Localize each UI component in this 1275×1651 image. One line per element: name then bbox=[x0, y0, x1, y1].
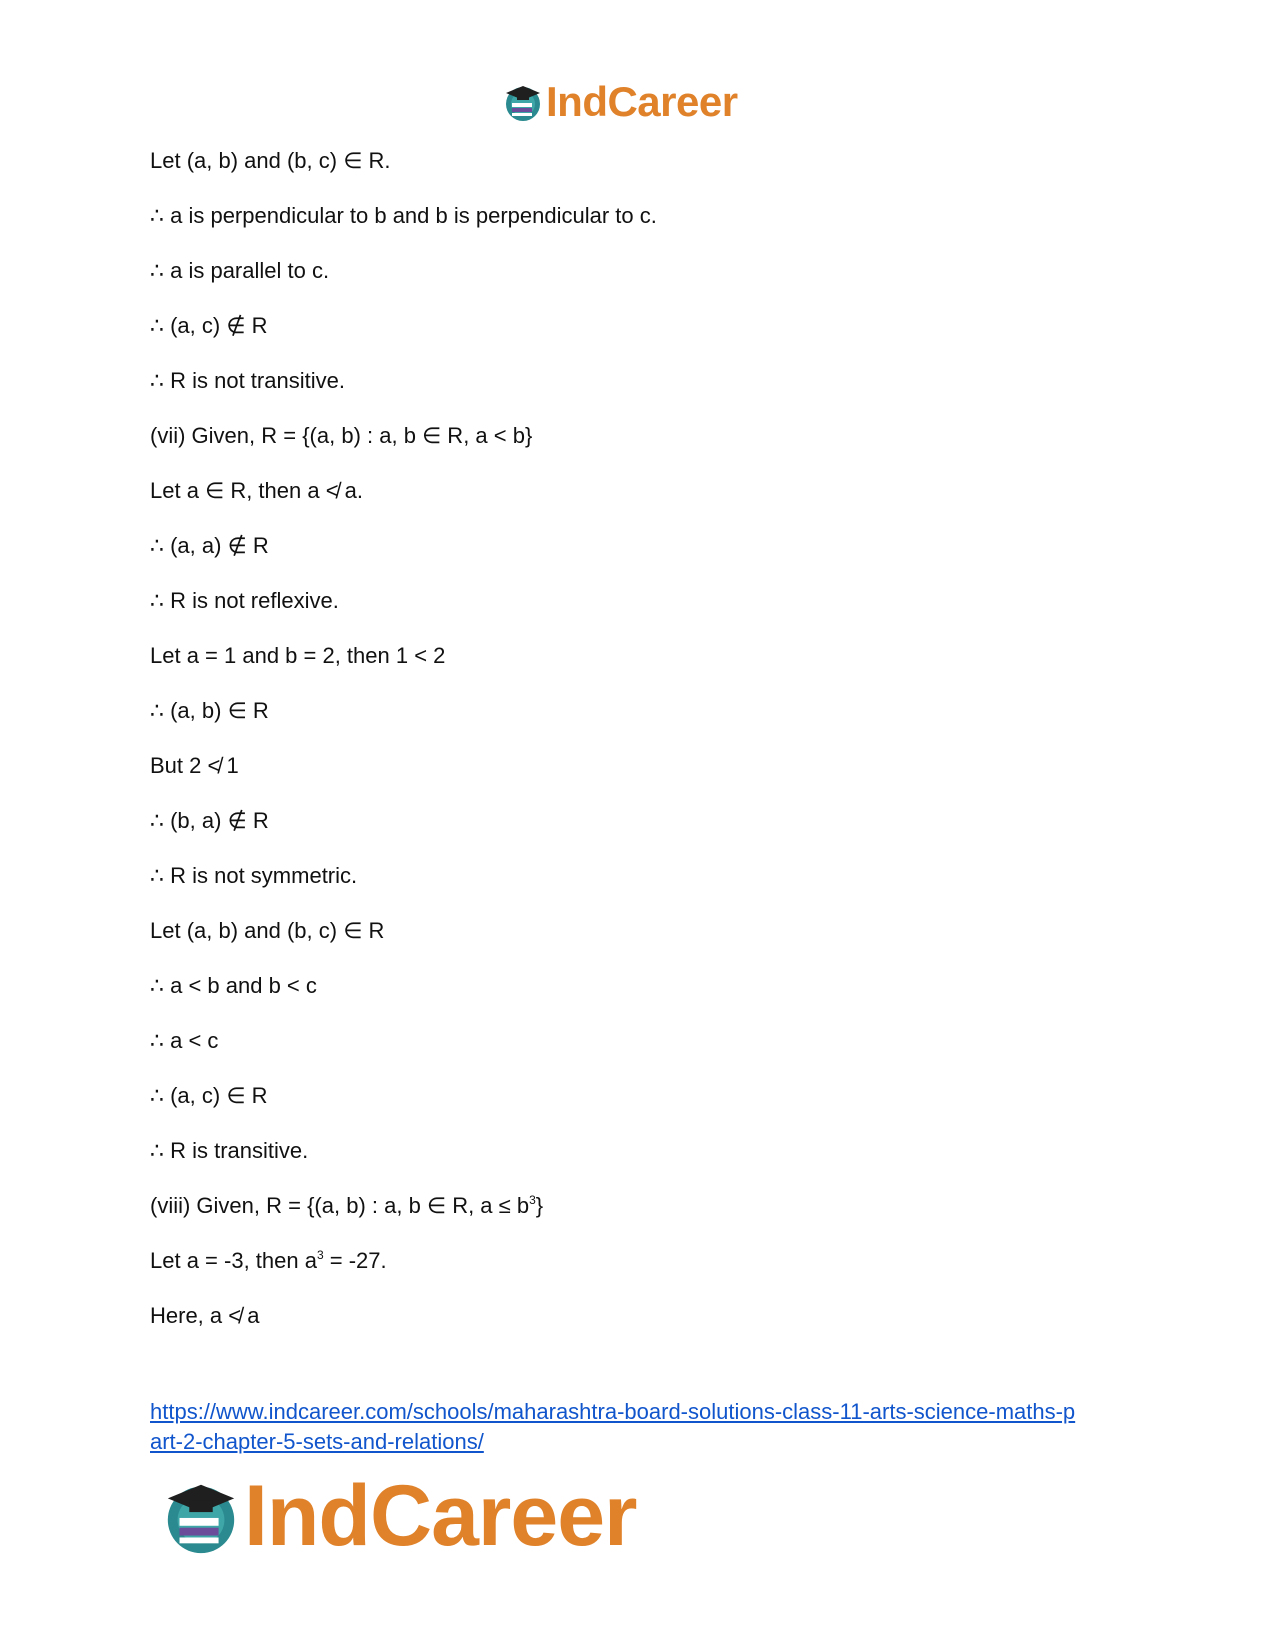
source-link[interactable] bbox=[150, 1397, 1150, 1457]
footer-logo bbox=[160, 1470, 637, 1562]
document-body bbox=[150, 145, 1150, 1355]
text-line: ∴ (a, a) ∉ R bbox=[150, 533, 269, 558]
text-line: ∴ R is not reflexive. bbox=[150, 588, 339, 613]
text-line: ∴ R is transitive. bbox=[150, 1138, 309, 1163]
text-line: Let a ∈ R, then a ≮ a. bbox=[150, 478, 364, 503]
text-part: } bbox=[535, 1193, 544, 1218]
superscript: 3 bbox=[316, 1248, 324, 1262]
source-link-line-1[interactable]: https://www.indcareer.com/schools/maharashtra-board-solutions-class-11-arts-science-maths-p bbox=[150, 1399, 1076, 1424]
text-line: But 2 ≮ 1 bbox=[150, 753, 239, 778]
header-logo bbox=[502, 78, 738, 126]
text-line-here: Here, a ≮ a bbox=[150, 1303, 260, 1328]
brand-logo-text: IndCareer bbox=[546, 78, 738, 125]
text-part: Let a = -3, then a bbox=[150, 1248, 317, 1273]
text-line: ∴ (b, a) ∉ R bbox=[150, 808, 269, 833]
text-line: Let (a, b) and (b, c) ∈ R. bbox=[150, 148, 391, 173]
text-line: ∴ a < b and b < c bbox=[150, 973, 317, 998]
text-part: (viii) Given, R = {(a, b) : a, b ∈ R, a ≤ b bbox=[150, 1193, 530, 1218]
brand-logo-text: IndCareer bbox=[244, 1468, 637, 1564]
text-line: Let (a, b) and (b, c) ∈ R bbox=[150, 918, 385, 943]
text-line: (vii) Given, R = {(a, b) : a, b ∈ R, a < b} bbox=[150, 423, 533, 448]
text-line: ∴ a is perpendicular to b and b is perpendicular to c. bbox=[150, 203, 657, 228]
graduation-globe-icon bbox=[502, 81, 544, 123]
text-line: ∴ R is not symmetric. bbox=[150, 863, 358, 888]
text-part: = -27. bbox=[323, 1248, 387, 1273]
text-line: ∴ (a, b) ∈ R bbox=[150, 698, 269, 723]
graduation-globe-icon bbox=[160, 1475, 242, 1557]
text-line: ∴ (a, c) ∈ R bbox=[150, 1083, 268, 1108]
source-link-line-2[interactable]: art-2-chapter-5-sets-and-relations/ bbox=[150, 1429, 484, 1454]
text-line: ∴ a is parallel to c. bbox=[150, 258, 330, 283]
text-line: Let a = 1 and b = 2, then 1 < 2 bbox=[150, 643, 446, 668]
text-line: ∴ (a, c) ∉ R bbox=[150, 313, 268, 338]
text-line: ∴ R is not transitive. bbox=[150, 368, 345, 393]
superscript: 3 bbox=[529, 1193, 536, 1207]
text-line: ∴ a < c bbox=[150, 1028, 219, 1053]
text-line-let-a bbox=[150, 1245, 1150, 1277]
text-line-viii bbox=[150, 1190, 1150, 1222]
